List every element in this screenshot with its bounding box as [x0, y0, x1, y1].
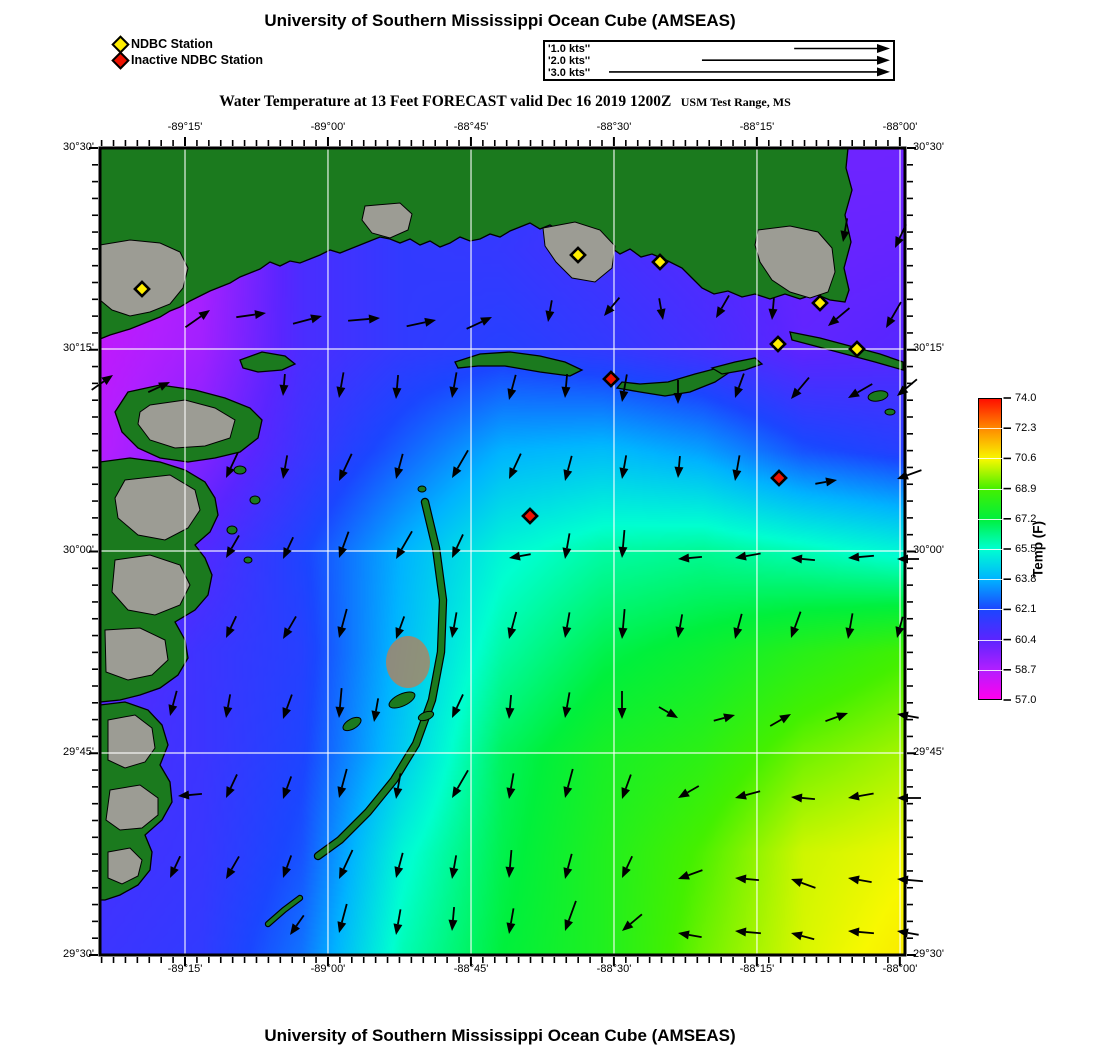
subtitle-main: Water Temperature at 13 Feet FORECAST valid Dec 16 2019 1200Z — [219, 93, 672, 110]
legend-label: Inactive NDBC Station — [131, 53, 263, 67]
colorbar-tick-label: 74.0 — [1015, 392, 1037, 404]
colorbar-level-line — [978, 428, 1002, 429]
page-title-bottom: University of Southern Mississippi Ocean Cube (AMSEAS) — [264, 1026, 736, 1045]
lat-tick-label-left: 30°00' — [63, 544, 94, 557]
lon-tick-label-top: -89°00' — [310, 121, 346, 133]
lon-tick-label-top: -88°00' — [882, 121, 918, 133]
station-legend — [112, 36, 263, 68]
colorbar-tick-label: 62.1 — [1015, 603, 1037, 616]
subtitle-region: USM Test Range, MS — [680, 95, 791, 109]
lon-tick-label-bottom: -88°00' — [882, 963, 918, 975]
scale-label-2kt: '2.0 kts'' — [548, 55, 591, 67]
legend-label: NDBC Station — [131, 37, 213, 51]
colorbar-tick-label: 58.7 — [1015, 663, 1037, 676]
lon-tick-label-top: -89°15' — [167, 121, 203, 133]
lat-tick-label-right: 29°45' — [913, 746, 944, 758]
scale-arrow — [877, 67, 890, 76]
lat-tick-label-left: 29°45' — [63, 746, 94, 758]
lon-tick-label-bottom: -89°00' — [310, 963, 346, 975]
colorbar-tick-label: 70.6 — [1015, 452, 1037, 465]
inactive-ndbc-station-icon — [111, 51, 129, 69]
lat-tick-label-right: 30°30' — [913, 141, 944, 153]
colorbar-level-line — [978, 549, 1002, 550]
lat-tick-label-right: 30°00' — [913, 544, 944, 557]
current-arrow-tail — [907, 470, 921, 475]
lon-tick-label-bottom: -88°45' — [453, 963, 489, 975]
legend-row-active — [112, 36, 263, 52]
colorbar-tick-label: 67.2 — [1015, 512, 1037, 525]
colorbar-level-line — [978, 609, 1002, 610]
lat-tick-label-right: 29°30' — [913, 948, 944, 960]
lon-tick-label-bottom: -89°15' — [167, 963, 203, 975]
colorbar-tick-label: 63.8 — [1015, 573, 1037, 586]
lat-tick-label-right: 30°15' — [913, 342, 944, 355]
scale-arrows — [545, 42, 893, 79]
colorbar-level-line — [978, 519, 1002, 520]
colorbar-tick-label: 72.3 — [1015, 422, 1037, 435]
scale-label-1kt: '1.0 kts'' — [548, 43, 591, 55]
colorbar-tick-label: 57.0 — [1015, 694, 1037, 706]
lat-tick-label-left: 29°30' — [63, 948, 94, 960]
lon-tick-label-top: -88°45' — [453, 121, 489, 133]
lon-tick-label-top: -88°15' — [739, 121, 775, 133]
current-arrow-tail — [908, 880, 923, 881]
lat-tick-label-left: 30°15' — [63, 342, 94, 355]
current-arrow-tail — [908, 716, 919, 718]
lon-tick-label-bottom: -88°30' — [596, 963, 632, 975]
scale-arrow — [877, 44, 890, 53]
colorbar-tick-label: 60.4 — [1015, 633, 1037, 646]
colorbar-level-line — [978, 640, 1002, 641]
lat-tick-label-left: 30°30' — [63, 141, 94, 153]
current-speed-scale-box — [543, 40, 895, 81]
colorbar-tick-label: 68.9 — [1015, 482, 1037, 495]
temperature-field-canvas — [100, 148, 905, 955]
current-arrow-tail — [905, 379, 916, 389]
page-title: University of Southern Mississippi Ocean Cube (AMSEAS) — [264, 11, 736, 30]
colorbar-level-line — [978, 670, 1002, 671]
legend-row-inactive — [112, 52, 263, 68]
scale-label-3kt: '3.0 kts'' — [548, 67, 591, 79]
colorbar-level-line — [978, 458, 1002, 459]
colorbar-title: Temp (F) — [1030, 521, 1046, 577]
lon-tick-label-bottom: -88°15' — [739, 963, 775, 975]
current-arrow-tail — [908, 933, 919, 935]
colorbar-tick-label: 65.5 — [1015, 543, 1037, 555]
lon-tick-label-top: -88°30' — [596, 121, 632, 133]
colorbar-level-line — [978, 579, 1002, 580]
colorbar-level-line — [978, 489, 1002, 490]
plot-subtitle — [219, 93, 791, 111]
scale-arrow — [877, 56, 890, 65]
